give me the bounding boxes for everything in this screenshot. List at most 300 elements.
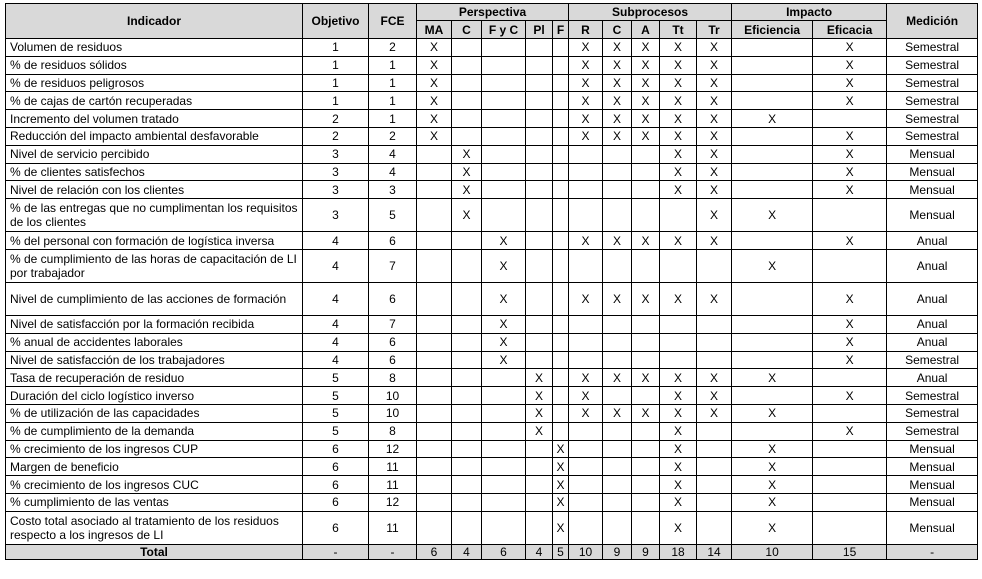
mark-cell: X: [660, 282, 697, 315]
mark-cell: X: [603, 282, 632, 315]
mark-cell: [603, 476, 632, 494]
indicador-cell: Reducción del impacto ambiental desfavorable: [6, 127, 303, 145]
objetivo-cell: 6: [303, 440, 369, 458]
mark-cell: [417, 163, 452, 181]
mark-cell: X: [417, 127, 452, 145]
mark-cell: [632, 145, 660, 163]
objetivo-cell: 6: [303, 511, 369, 544]
indicador-cell: Costo total asociado al tratamiento de los residuos respecto a los ingresos de LI: [6, 511, 303, 544]
table-row: [6, 440, 978, 458]
subheader-tr: Tr: [697, 21, 732, 39]
mark-cell: X: [660, 440, 697, 458]
mark-cell: [526, 110, 553, 128]
mark-cell: [813, 249, 887, 282]
subheader-ma: MA: [417, 21, 452, 39]
mark-cell: [482, 56, 526, 74]
total-fce: -: [369, 544, 417, 559]
mark-cell: [452, 351, 482, 369]
mark-cell: X: [813, 422, 887, 440]
mark-cell: [417, 232, 452, 250]
objetivo-cell: 6: [303, 458, 369, 476]
table-row: [6, 387, 978, 405]
indicador-cell: % del personal con formación de logística inversa: [6, 232, 303, 250]
mark-cell: X: [732, 493, 813, 511]
mark-cell: [569, 145, 603, 163]
medicion-cell: Semestral: [887, 404, 978, 422]
mark-cell: [569, 249, 603, 282]
mark-cell: X: [697, 232, 732, 250]
objetivo-cell: 4: [303, 315, 369, 333]
mark-cell: [452, 92, 482, 110]
mark-cell: X: [632, 127, 660, 145]
medicion-cell: Anual: [887, 282, 978, 315]
fce-cell: 4: [369, 145, 417, 163]
mark-cell: X: [603, 92, 632, 110]
mark-cell: X: [526, 387, 553, 405]
mark-cell: X: [813, 92, 887, 110]
medicion-cell: Semestral: [887, 127, 978, 145]
mark-cell: X: [660, 369, 697, 387]
mark-cell: X: [660, 127, 697, 145]
total-value: 14: [697, 544, 732, 559]
mark-cell: X: [632, 110, 660, 128]
mark-cell: [813, 458, 887, 476]
subheader-tt: Tt: [660, 21, 697, 39]
mark-cell: X: [660, 92, 697, 110]
mark-cell: X: [732, 110, 813, 128]
mark-cell: X: [553, 511, 569, 544]
mark-cell: [417, 369, 452, 387]
mark-cell: [603, 493, 632, 511]
mark-cell: [697, 440, 732, 458]
fce-cell: 2: [369, 39, 417, 57]
mark-cell: X: [553, 458, 569, 476]
objetivo-cell: 6: [303, 476, 369, 494]
mark-cell: [553, 282, 569, 315]
mark-cell: [553, 163, 569, 181]
mark-cell: X: [417, 92, 452, 110]
table-row: [6, 127, 978, 145]
fce-cell: 7: [369, 249, 417, 282]
mark-cell: [526, 476, 553, 494]
mark-cell: X: [417, 74, 452, 92]
mark-cell: [417, 476, 452, 494]
mark-cell: [697, 315, 732, 333]
fce-cell: 12: [369, 440, 417, 458]
mark-cell: [417, 181, 452, 199]
mark-cell: [632, 493, 660, 511]
fce-cell: 6: [369, 232, 417, 250]
mark-cell: [603, 249, 632, 282]
objetivo-cell: 4: [303, 351, 369, 369]
mark-cell: [452, 232, 482, 250]
table-row: [6, 404, 978, 422]
mark-cell: X: [632, 232, 660, 250]
mark-cell: [482, 422, 526, 440]
mark-cell: [632, 181, 660, 199]
mark-cell: [553, 387, 569, 405]
indicador-cell: % de las entregas que no cumplimentan los requisitos de los clientes: [6, 199, 303, 232]
mark-cell: [452, 110, 482, 128]
mark-cell: [553, 110, 569, 128]
mark-cell: [417, 493, 452, 511]
mark-cell: [569, 476, 603, 494]
total-medicion: -: [887, 544, 978, 559]
mark-cell: [452, 249, 482, 282]
table-row: [6, 493, 978, 511]
mark-cell: [452, 458, 482, 476]
total-value: 6: [482, 544, 526, 559]
mark-cell: X: [813, 232, 887, 250]
mark-cell: X: [569, 127, 603, 145]
mark-cell: [526, 333, 553, 351]
medicion-cell: Anual: [887, 369, 978, 387]
fce-cell: 7: [369, 315, 417, 333]
mark-cell: [603, 511, 632, 544]
table-row: [6, 315, 978, 333]
mark-cell: [417, 249, 452, 282]
indicators-table: [5, 3, 978, 560]
mark-cell: [732, 333, 813, 351]
table-body: [6, 39, 978, 560]
header-impacto: Impacto: [732, 4, 887, 21]
mark-cell: [452, 127, 482, 145]
mark-cell: [732, 282, 813, 315]
mark-cell: [417, 422, 452, 440]
mark-cell: [813, 440, 887, 458]
mark-cell: [553, 333, 569, 351]
subheader-c: C: [452, 21, 482, 39]
mark-cell: [603, 333, 632, 351]
mark-cell: X: [732, 249, 813, 282]
mark-cell: [482, 493, 526, 511]
medicion-cell: Semestral: [887, 39, 978, 57]
medicion-cell: Semestral: [887, 387, 978, 405]
fce-cell: 11: [369, 458, 417, 476]
total-value: 4: [526, 544, 553, 559]
objetivo-cell: 3: [303, 199, 369, 232]
mark-cell: [813, 493, 887, 511]
medicion-cell: Semestral: [887, 110, 978, 128]
fce-cell: 8: [369, 369, 417, 387]
mark-cell: X: [813, 315, 887, 333]
total-value: 9: [603, 544, 632, 559]
mark-cell: [526, 92, 553, 110]
objetivo-cell: 1: [303, 74, 369, 92]
mark-cell: [697, 458, 732, 476]
mark-cell: [526, 127, 553, 145]
mark-cell: X: [697, 369, 732, 387]
mark-cell: [813, 110, 887, 128]
mark-cell: [452, 387, 482, 405]
indicador-cell: Nivel de cumplimiento de las acciones de formación: [6, 282, 303, 315]
mark-cell: X: [553, 440, 569, 458]
mark-cell: [632, 458, 660, 476]
fce-cell: 12: [369, 493, 417, 511]
mark-cell: X: [697, 163, 732, 181]
fce-cell: 1: [369, 92, 417, 110]
total-value: 4: [452, 544, 482, 559]
mark-cell: X: [603, 110, 632, 128]
header-subprocesos: Subprocesos: [569, 4, 732, 21]
mark-cell: [452, 315, 482, 333]
fce-cell: 8: [369, 422, 417, 440]
mark-cell: X: [603, 404, 632, 422]
mark-cell: X: [660, 476, 697, 494]
header-perspectiva: Perspectiva: [417, 4, 569, 21]
mark-cell: [526, 56, 553, 74]
mark-cell: X: [660, 181, 697, 199]
mark-cell: X: [660, 458, 697, 476]
mark-cell: [660, 333, 697, 351]
subheader-c2: C: [603, 21, 632, 39]
objetivo-cell: 5: [303, 422, 369, 440]
mark-cell: X: [632, 74, 660, 92]
mark-cell: X: [660, 74, 697, 92]
header-indicador: Indicador: [6, 4, 303, 39]
mark-cell: [553, 74, 569, 92]
mark-cell: [697, 333, 732, 351]
table-row: [6, 145, 978, 163]
mark-cell: [603, 315, 632, 333]
mark-cell: [553, 145, 569, 163]
mark-cell: [569, 351, 603, 369]
medicion-cell: Semestral: [887, 422, 978, 440]
mark-cell: [632, 333, 660, 351]
mark-cell: [417, 387, 452, 405]
table-row: [6, 39, 978, 57]
mark-cell: [732, 351, 813, 369]
mark-cell: [417, 351, 452, 369]
mark-cell: X: [697, 110, 732, 128]
total-label: Total: [6, 544, 303, 559]
mark-cell: [417, 404, 452, 422]
mark-cell: X: [813, 163, 887, 181]
mark-cell: X: [697, 92, 732, 110]
mark-cell: [813, 369, 887, 387]
medicion-cell: Mensual: [887, 458, 978, 476]
mark-cell: [632, 476, 660, 494]
mark-cell: [482, 127, 526, 145]
mark-cell: [452, 56, 482, 74]
mark-cell: [553, 422, 569, 440]
mark-cell: X: [482, 282, 526, 315]
mark-cell: X: [697, 387, 732, 405]
mark-cell: X: [697, 74, 732, 92]
header-fce: FCE: [369, 4, 417, 39]
mark-cell: [603, 163, 632, 181]
mark-cell: X: [632, 404, 660, 422]
mark-cell: X: [732, 458, 813, 476]
mark-cell: X: [569, 369, 603, 387]
medicion-cell: Semestral: [887, 56, 978, 74]
mark-cell: X: [697, 404, 732, 422]
total-value: 15: [813, 544, 887, 559]
mark-cell: [452, 476, 482, 494]
mark-cell: [813, 476, 887, 494]
mark-cell: [452, 493, 482, 511]
table-row: [6, 369, 978, 387]
mark-cell: X: [526, 422, 553, 440]
objetivo-cell: 1: [303, 39, 369, 57]
mark-cell: X: [482, 351, 526, 369]
mark-cell: X: [569, 282, 603, 315]
objetivo-cell: 4: [303, 333, 369, 351]
total-row: [6, 544, 978, 559]
mark-cell: [482, 181, 526, 199]
mark-cell: [603, 199, 632, 232]
mark-cell: [553, 92, 569, 110]
mark-cell: [603, 351, 632, 369]
objetivo-cell: 5: [303, 369, 369, 387]
mark-cell: X: [660, 163, 697, 181]
mark-cell: X: [732, 476, 813, 494]
mark-cell: X: [417, 56, 452, 74]
mark-cell: [526, 163, 553, 181]
mark-cell: [526, 39, 553, 57]
table-row: [6, 163, 978, 181]
mark-cell: [553, 232, 569, 250]
mark-cell: [526, 511, 553, 544]
mark-cell: [603, 145, 632, 163]
fce-cell: 11: [369, 476, 417, 494]
mark-cell: [417, 315, 452, 333]
mark-cell: [632, 422, 660, 440]
objetivo-cell: 4: [303, 249, 369, 282]
mark-cell: [482, 476, 526, 494]
mark-cell: [452, 404, 482, 422]
mark-cell: [417, 511, 452, 544]
mark-cell: X: [569, 74, 603, 92]
mark-cell: X: [813, 282, 887, 315]
mark-cell: X: [660, 110, 697, 128]
mark-cell: [632, 351, 660, 369]
medicion-cell: Anual: [887, 232, 978, 250]
mark-cell: X: [569, 110, 603, 128]
mark-cell: X: [569, 39, 603, 57]
mark-cell: X: [813, 387, 887, 405]
fce-cell: 3: [369, 181, 417, 199]
mark-cell: [553, 127, 569, 145]
mark-cell: [569, 181, 603, 199]
mark-cell: [569, 458, 603, 476]
mark-cell: X: [482, 249, 526, 282]
mark-cell: [553, 199, 569, 232]
mark-cell: [553, 404, 569, 422]
mark-cell: [732, 315, 813, 333]
mark-cell: X: [603, 39, 632, 57]
mark-cell: [697, 351, 732, 369]
mark-cell: [452, 74, 482, 92]
mark-cell: [482, 110, 526, 128]
objetivo-cell: 3: [303, 163, 369, 181]
mark-cell: [732, 163, 813, 181]
table-row: [6, 74, 978, 92]
table-container: [5, 3, 978, 560]
objetivo-cell: 4: [303, 282, 369, 315]
mark-cell: [526, 249, 553, 282]
mark-cell: [526, 440, 553, 458]
mark-cell: [417, 440, 452, 458]
mark-cell: X: [526, 404, 553, 422]
mark-cell: [526, 493, 553, 511]
mark-cell: [526, 199, 553, 232]
mark-cell: X: [603, 232, 632, 250]
subheader-eficacia: Eficacia: [813, 21, 887, 39]
mark-cell: [732, 74, 813, 92]
table-row: [6, 282, 978, 315]
mark-cell: [482, 511, 526, 544]
mark-cell: [526, 145, 553, 163]
mark-cell: [569, 511, 603, 544]
mark-cell: [526, 458, 553, 476]
table-row: [6, 458, 978, 476]
table-row: [6, 249, 978, 282]
indicador-cell: % de clientes satisfechos: [6, 163, 303, 181]
total-value: 10: [569, 544, 603, 559]
mark-cell: X: [732, 369, 813, 387]
mark-cell: X: [452, 181, 482, 199]
medicion-cell: Mensual: [887, 145, 978, 163]
mark-cell: X: [632, 92, 660, 110]
mark-cell: [697, 249, 732, 282]
mark-cell: [732, 422, 813, 440]
mark-cell: [553, 39, 569, 57]
mark-cell: [417, 458, 452, 476]
mark-cell: X: [553, 493, 569, 511]
mark-cell: [813, 404, 887, 422]
mark-cell: [697, 422, 732, 440]
table-row: [6, 92, 978, 110]
mark-cell: [632, 163, 660, 181]
medicion-cell: Mensual: [887, 163, 978, 181]
mark-cell: [482, 74, 526, 92]
mark-cell: [482, 387, 526, 405]
table-row: [6, 476, 978, 494]
mark-cell: X: [813, 145, 887, 163]
mark-cell: [697, 511, 732, 544]
mark-cell: X: [813, 333, 887, 351]
medicion-cell: Mensual: [887, 476, 978, 494]
indicador-cell: % cumplimiento de las ventas: [6, 493, 303, 511]
mark-cell: [417, 199, 452, 232]
mark-cell: [452, 369, 482, 387]
mark-cell: X: [569, 232, 603, 250]
mark-cell: X: [553, 476, 569, 494]
mark-cell: [632, 511, 660, 544]
mark-cell: [697, 476, 732, 494]
mark-cell: [603, 440, 632, 458]
indicador-cell: Nivel de satisfacción de los trabajadores: [6, 351, 303, 369]
mark-cell: X: [813, 127, 887, 145]
mark-cell: [417, 145, 452, 163]
total-objetivo: -: [303, 544, 369, 559]
mark-cell: X: [732, 440, 813, 458]
mark-cell: X: [732, 199, 813, 232]
mark-cell: [732, 127, 813, 145]
mark-cell: [603, 458, 632, 476]
mark-cell: [482, 458, 526, 476]
mark-cell: [569, 493, 603, 511]
mark-cell: X: [813, 181, 887, 199]
mark-cell: X: [697, 199, 732, 232]
medicion-cell: Mensual: [887, 511, 978, 544]
mark-cell: [603, 422, 632, 440]
indicador-cell: Incremento del volumen tratado: [6, 110, 303, 128]
mark-cell: X: [697, 181, 732, 199]
table-row: [6, 333, 978, 351]
fce-cell: 1: [369, 74, 417, 92]
